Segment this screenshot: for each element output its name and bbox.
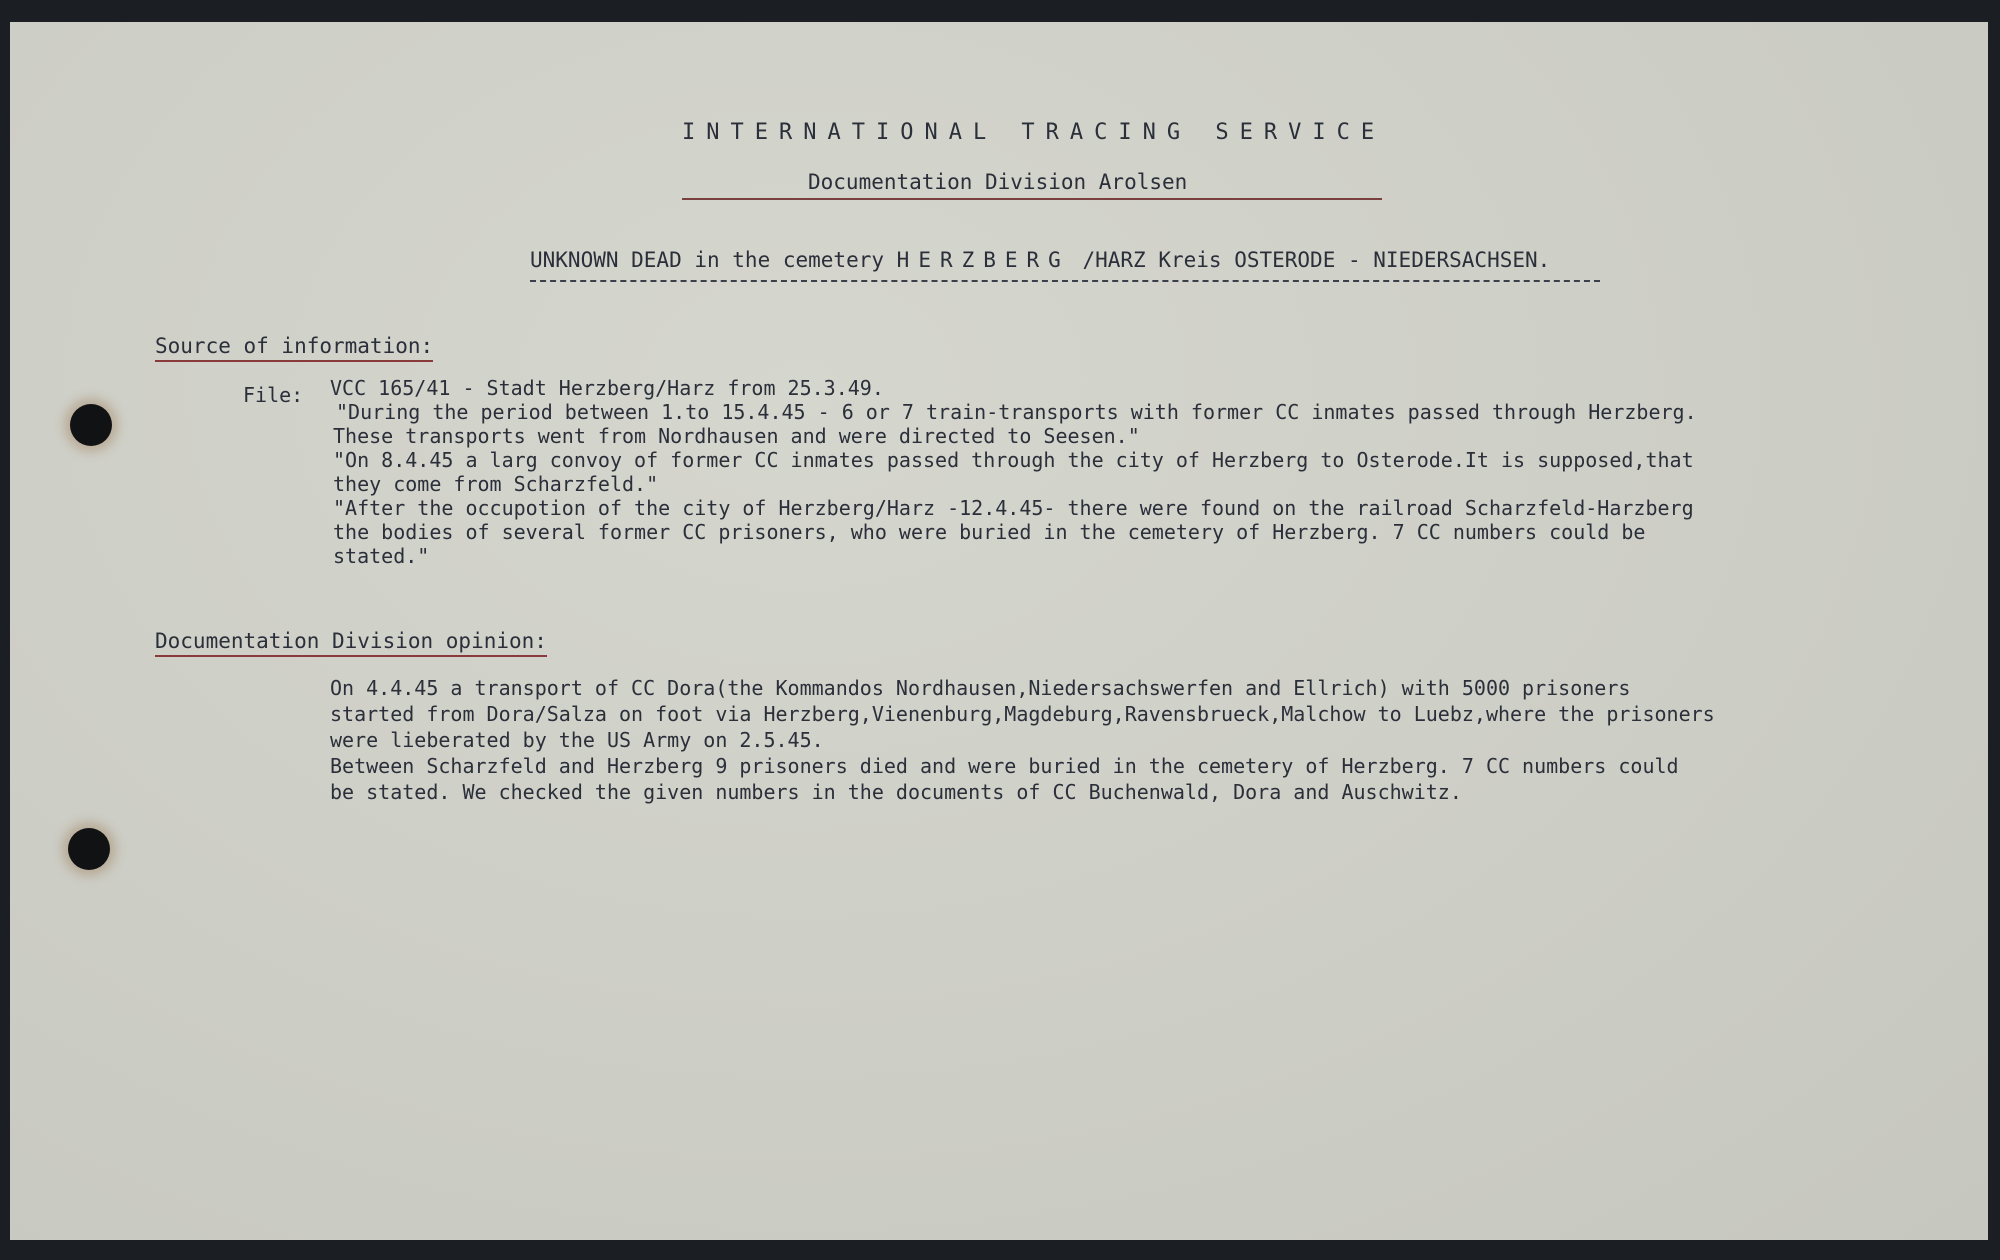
document-title	[530, 248, 1600, 282]
source-text	[330, 376, 1697, 568]
organization-header: INTERNATIONAL TRACING SERVICE	[682, 120, 1386, 145]
source-line: These transports went from Nordhausen and were directed to Seesen."	[333, 424, 1140, 448]
punch-hole-top	[70, 404, 112, 446]
division-header: Documentation Division Arolsen	[682, 170, 1382, 200]
source-heading: Source of information:	[155, 334, 433, 362]
source-line: they come from Scharzfeld."	[333, 472, 659, 496]
opinion-line: On 4.4.45 a transport of CC Dora(the Kommandos Nordhausen,Niedersachswerfen and Ellrich) with 5000 prisoners	[330, 676, 1631, 700]
title-place: HERZBERG	[896, 248, 1070, 272]
file-label: File:	[243, 383, 304, 407]
title-prefix: UNKNOWN DEAD in the cemetery	[530, 248, 885, 272]
document-page	[10, 22, 1988, 1240]
punch-hole-bottom	[68, 828, 110, 870]
opinion-line: be stated. We checked the given numbers in the documents of CC Buchenwald, Dora and Auschwitz.	[330, 780, 1462, 804]
source-line: "After the occupotion of the city of Herzberg/Harz -12.4.45- there were found on the railroad Scharzfeld-Harzberg	[333, 496, 1694, 520]
opinion-line: started from Dora/Salza on foot via Herzberg,Vienenburg,Magdeburg,Ravensbrueck,Malchow to Luebz,where the prisoners	[330, 702, 1715, 726]
source-line: "On 8.4.45 a larg convoy of former CC inmates passed through the city of Herzberg to Osterode.It is supposed,that	[333, 448, 1694, 472]
source-line: the bodies of several former CC prisoners, who were buried in the cemetery of Herzberg. 7 CC numbers could be	[333, 520, 1646, 544]
opinion-line: were lieberated by the US Army on 2.5.45.	[330, 728, 824, 752]
source-line: "During the period between 1.to 15.4.45 - 6 or 7 train-transports with former CC inmates passed through Herzberg.	[336, 400, 1697, 424]
source-line: VCC 165/41 - Stadt Herzberg/Harz from 25.3.49.	[330, 376, 884, 400]
title-suffix: /HARZ Kreis OSTERODE - NIEDERSACHSEN.	[1082, 248, 1551, 272]
opinion-line: Between Scharzfeld and Herzberg 9 prisoners died and were buried in the cemetery of Herzberg. 7 CC numbers could	[330, 754, 1679, 778]
source-line: stated."	[333, 544, 430, 568]
opinion-heading: Documentation Division opinion:	[155, 629, 547, 657]
opinion-text	[330, 675, 1715, 805]
